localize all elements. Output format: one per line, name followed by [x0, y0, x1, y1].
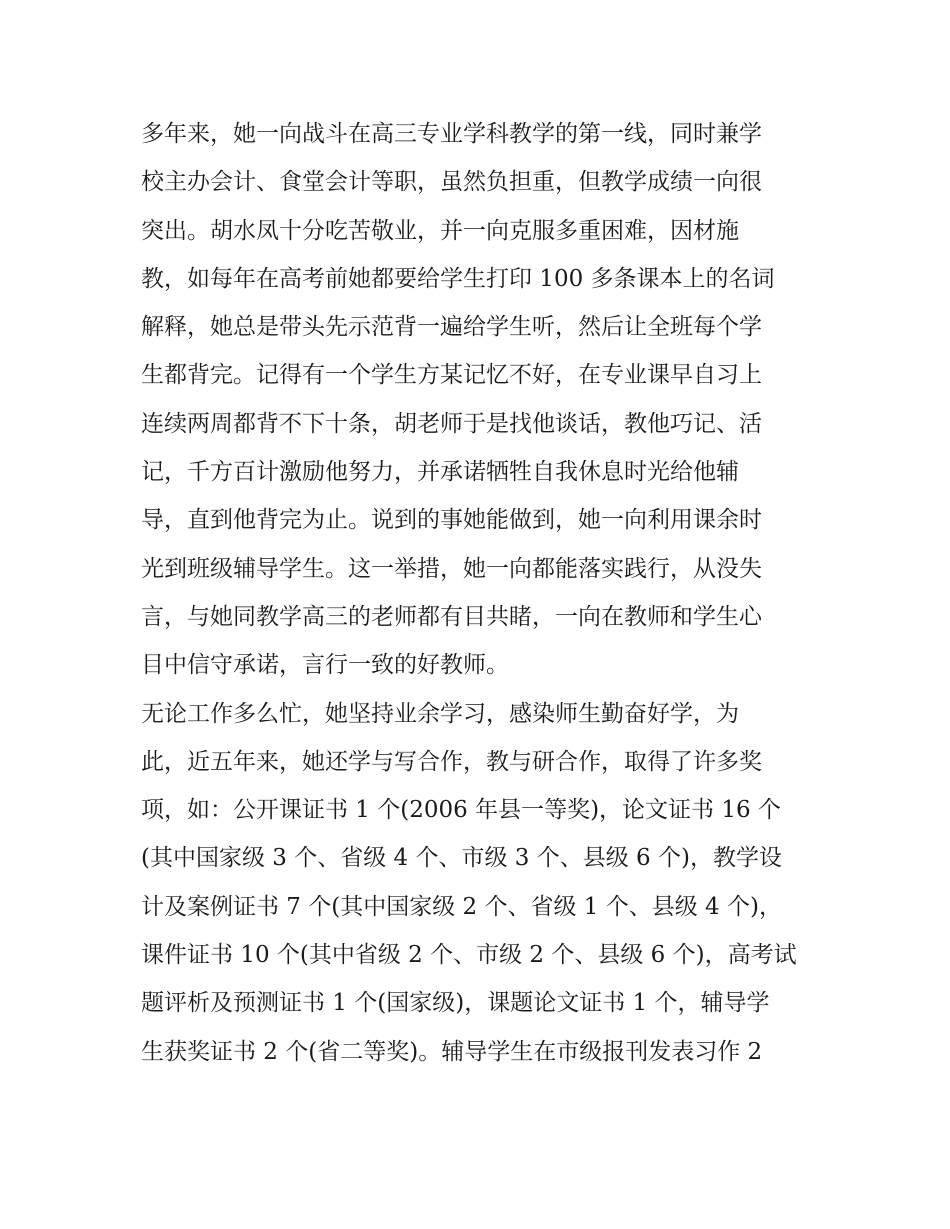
text-line: (其中国家级 3 个、省级 4 个、市级 3 个、县级 6 个)，教学设	[141, 845, 782, 872]
text-line: 项，如：公开课证书 1 个(2006 年县一等奖)，论文证书 16 个	[141, 797, 781, 824]
text-line: 生获奖证书 2 个(省二等奖)。辅导学生在市级报刊发表习作 2	[141, 1038, 763, 1065]
text-line: 突出。胡水凤十分吃苦敬业，并一向克服多重困难，因材施	[141, 217, 739, 244]
text-line: 此，近五年来，她还学与写合作，教与研合作，取得了许多奖	[141, 748, 762, 775]
text-line: 校主办会计、食堂会计等职，虽然负担重，但教学成绩一向很	[141, 169, 762, 196]
text-line: 计及案例证书 7 个(其中国家级 2 个、省级 1 个、县级 4 个)，	[141, 893, 782, 920]
text-line: 无论工作多么忙，她坚持业余学习，感染师生勤奋好学，为	[141, 700, 739, 727]
text-line: 目中信守承诺，言行一致的好教师。	[141, 652, 509, 679]
text-line: 言，与她同教学高三的老师都有目共睹，一向在教师和学生心	[141, 603, 762, 630]
text-line: 题评析及预测证书 1 个(国家级)，课题论文证书 1 个，辅导学	[141, 990, 770, 1017]
text-line: 生都背完。记得有一个学生方某记忆不好，在专业课早自习上	[141, 362, 762, 389]
body-text	[141, 110, 831, 1076]
text-line: 多年来，她一向战斗在高三专业学科教学的第一线，同时兼学	[141, 121, 762, 147]
text-line: 连续两周都背不下十条，胡老师于是找他谈话，教他巧记、活	[141, 410, 762, 437]
text-line: 导，直到他背完为止。说到的事她能做到，她一向利用课余时	[141, 507, 762, 534]
text-line: 记，千方百计激励他努力，并承诺牺牲自我休息时光给他辅	[141, 459, 739, 486]
text-line: 教，如每年在高考前她都要给学生打印 100 多条课本上的名词	[141, 265, 775, 292]
text-line: 光到班级辅导学生。这一举措，她一向都能落实践行，从没失	[141, 555, 762, 582]
text-line: 解释，她总是带头先示范背一遍给学生听，然后让全班每个学	[141, 314, 762, 341]
text-line: 课件证书 10 个(其中省级 2 个、市级 2 个、县级 6 个)，高考试	[141, 942, 797, 969]
